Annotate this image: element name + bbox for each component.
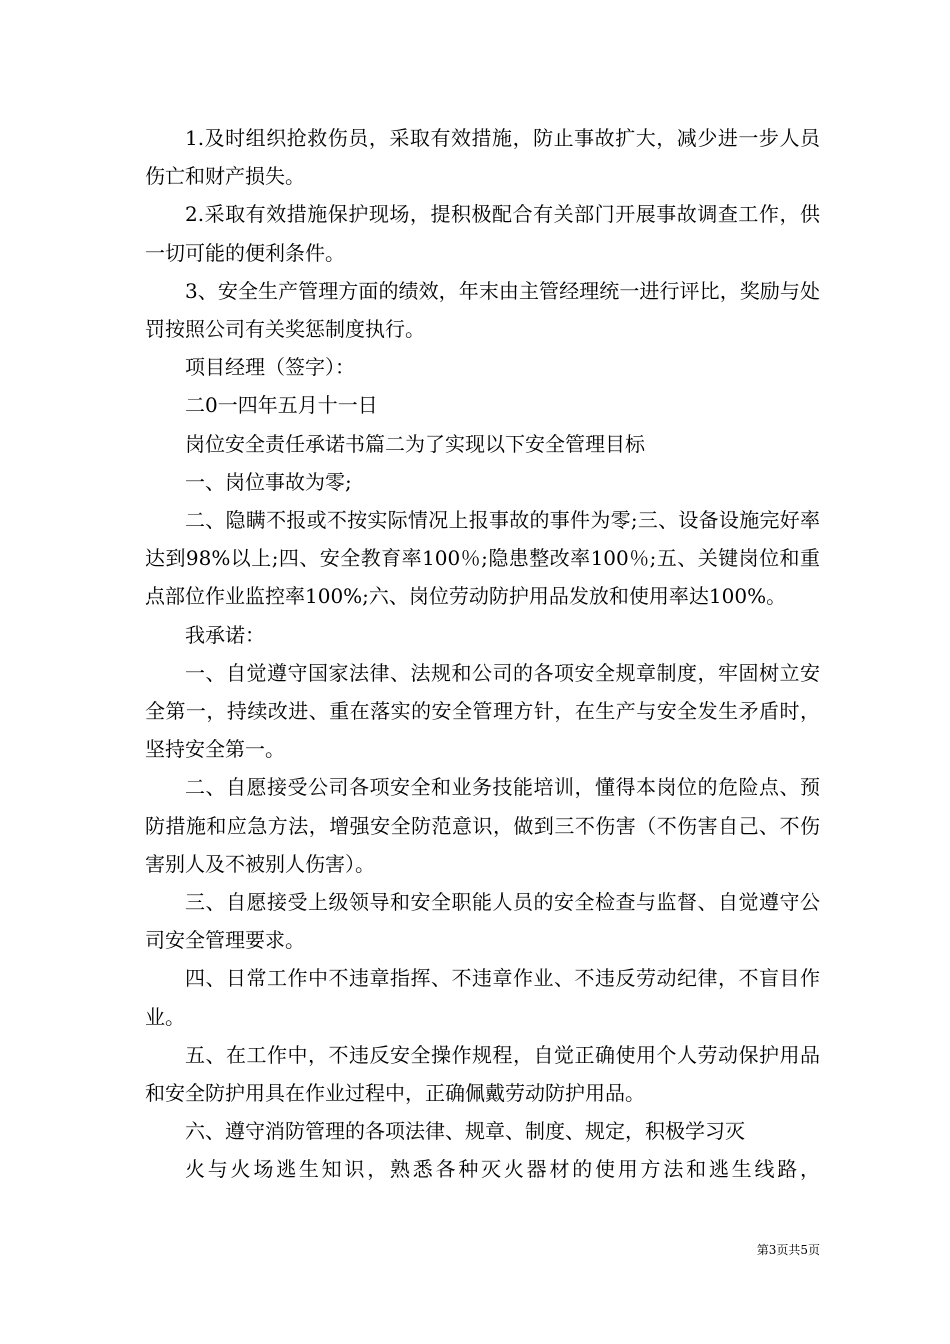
paragraph-promise-six: 六、遵守消防管理的各项法律、规章、制度、规定，积极学习灭 <box>185 1119 745 1144</box>
paragraph-promise-two: 二、自愿接受公司各项安全和业务技能培训，懂得本岗位的危险点、预防措施和应急方法，增强安全防范意识，做到三不伤害（不伤害自己、不伤害别人及不被别人伤害）。 <box>145 775 820 876</box>
paragraph-manager-signature: 项目经理（签字）： <box>185 355 355 380</box>
paragraph-promise-four: 四、日常工作中不违章指挥、不违章作业、不违反劳动纪律，不盲目作业。 <box>145 966 820 1029</box>
paragraph-goals-two-to-six: 二、隐瞒不报或不按实际情况上报事故的事件为零;三、设备设施完好率达到98%以上;四、安全教育率100％;隐患整改率100％;五、关键岗位和重点部位作业监控率100%;六、岗位劳动防护用品发放和使用率达100%。 <box>145 508 820 609</box>
paragraph-promise-five: 五、在工作中，不违反安全操作规程，自觉正确使用个人劳动保护用品和安全防护用具在作业过程中，正确佩戴劳动防护用品。 <box>145 1042 820 1106</box>
paragraph-protect-scene: 2.采取有效措施保护现场，提积极配合有关部门开展事故调查工作，供一切可能的便利条件。 <box>145 202 820 265</box>
paragraph-i-promise: 我承诺： <box>185 622 265 647</box>
paragraph-section-two-title: 岗位安全责任承诺书篇二为了实现以下安全管理目标 <box>185 431 645 456</box>
page-number: 第3页共5页 <box>756 1243 820 1257</box>
paragraph-performance-evaluation: 3、安全生产管理方面的绩效，年末由主管经理统一进行评比，奖励与处罚按照公司有关奖惩制度执行。 <box>145 278 820 342</box>
paragraph-date: 二0一四年五月十一日 <box>185 393 378 418</box>
document-body <box>145 119 820 1189</box>
paragraph-goal-one: 一、岗位事故为零; <box>185 469 352 494</box>
paragraph-promise-one: 一、自觉遵守国家法律、法规和公司的各项安全规章制度，牢固树立安全第一，持续改进、重在落实的安全管理方针，在生产与安全发生矛盾时，坚持安全第一。 <box>145 660 820 762</box>
paragraph-fire-escape: 火与火场逃生知识，熟悉各种灭火器材的使用方法和逃生线路， <box>185 1157 820 1182</box>
paragraph-promise-three: 三、自愿接受上级领导和安全职能人员的安全检查与监督、自觉遵守公司安全管理要求。 <box>145 890 820 953</box>
paragraph-emergency-rescue: 1.及时组织抢救伤员，采取有效措施，防止事故扩大，减少进一步人员伤亡和财产损失。 <box>145 126 820 189</box>
